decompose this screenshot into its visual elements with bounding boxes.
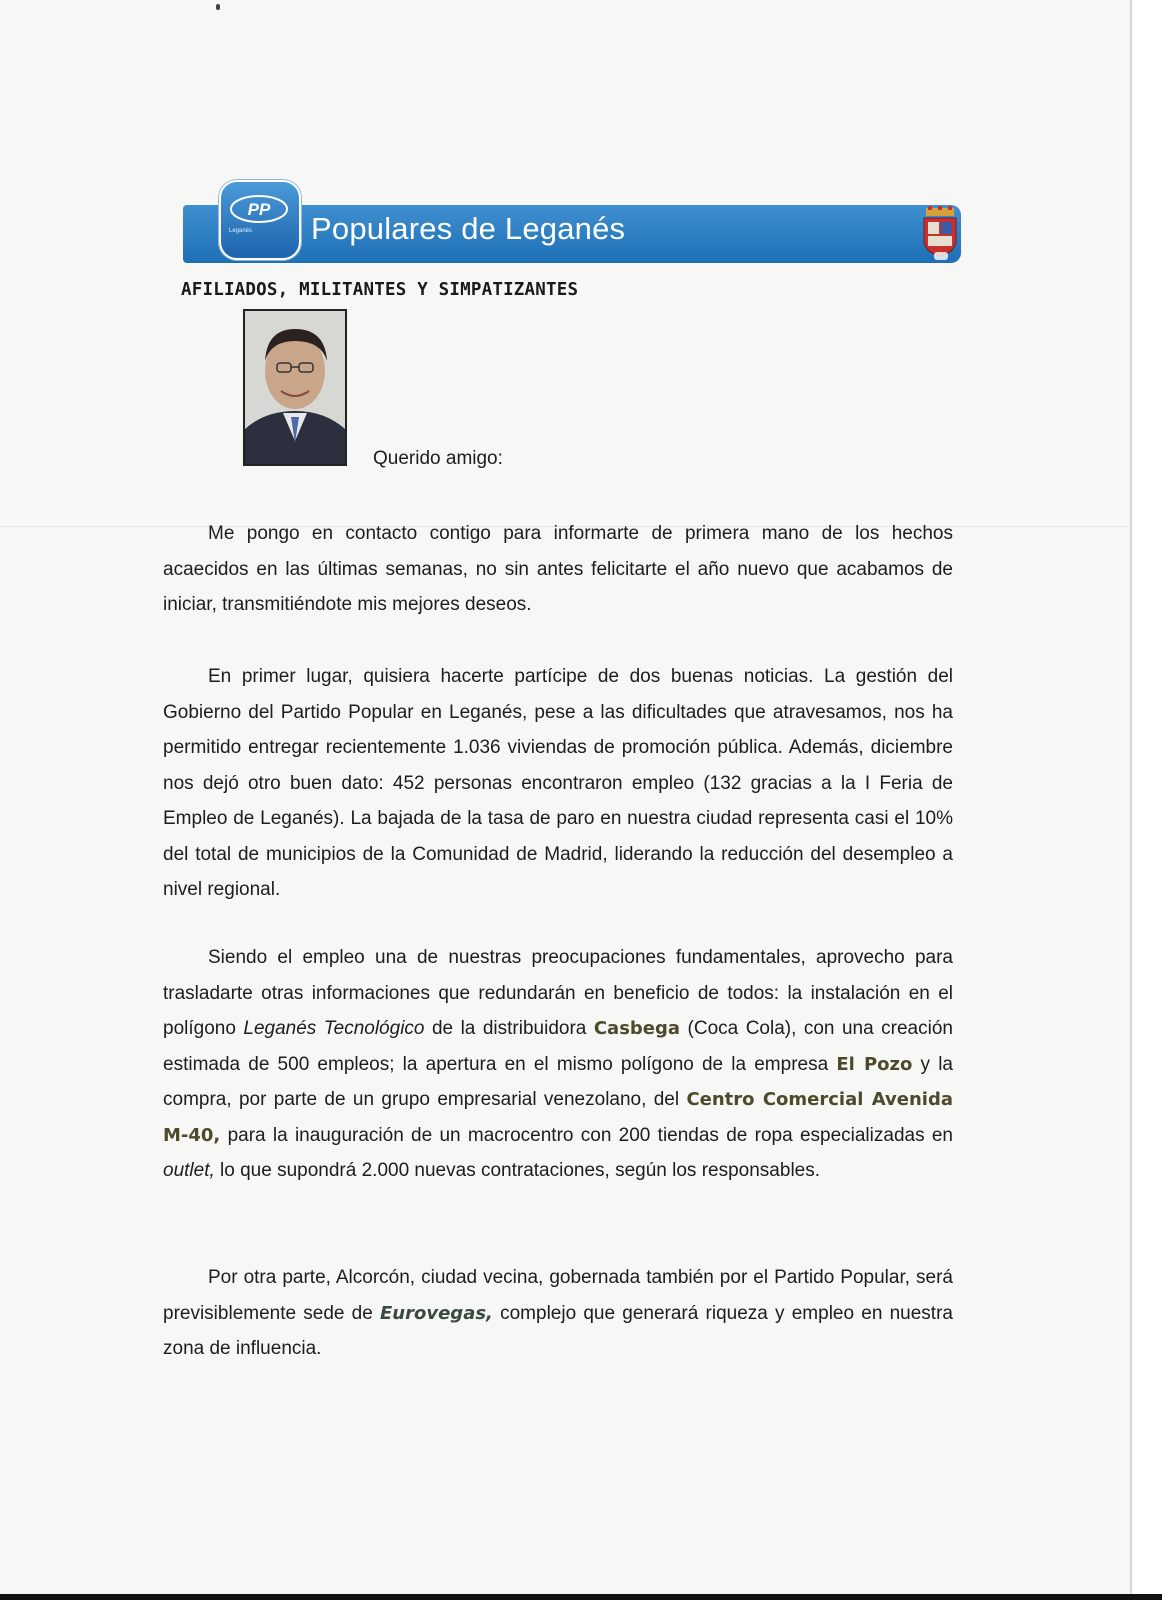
p4-eurovegas: Eurovegas, (380, 1302, 493, 1324)
p3-outlet: outlet, (163, 1160, 215, 1181)
p3-centro-comercial: Centro Comercial Avenida M-40, (163, 1089, 953, 1146)
p3-casbega: Casbega (593, 1018, 681, 1039)
p3-text-i: para la inauguración de un macrocentro con 200 tiendas de ropa especializadas en (220, 1124, 953, 1146)
p4-text-a: Por otra parte, Alcorcón, ciudad vecina, gobernada también por el Partido Popular, será previsiblemente sede de (163, 1267, 953, 1324)
author-photo (243, 309, 347, 466)
banner-title: Populares de Leganés (311, 211, 626, 246)
pp-logo (219, 180, 301, 260)
p3-el-pozo: El Pozo (836, 1053, 913, 1075)
scan-right-edge (1130, 0, 1162, 1600)
author-portrait (245, 311, 345, 464)
p3-text-a: Siendo el empleo una de nuestras preocupaciones fundamentales, aprovecho para trasladarte otras informaciones que redundarán en beneficio de todos: la instalación en el polígono (163, 947, 953, 1039)
letter-heading: AFILIADOS, MILITANTES Y SIMPATIZANTES (181, 280, 579, 300)
paragraph-4 (163, 1260, 953, 1367)
p3-text-c: de la distribuidora (424, 1018, 594, 1039)
paragraph-3 (163, 940, 953, 1189)
paragraph-2: En primer lugar, quisiera hacerte partícipe de dos buenas noticias. La gestión del Gobierno del Partido Popular en Leganés, pese a las dificultades que atravesamos, nos ha permitido entregar recientemente 1.036 viviendas de promoción pública. Además, diciembre nos dejó otro buen dato: 452 personas encontraron empleo (132 gracias a la I Feria de Empleo de Leganés). La bajada de la tasa de paro en nuestra ciudad representa casi el 10% del total de municipios de la Comunidad de Madrid, liderando la reducción del desempleo a nivel regional. (163, 666, 953, 900)
p3-text-e: (Coca Cola), con una creación estimada de 500 empleos; la apertura en el mismo polígono de la empresa (163, 1018, 953, 1075)
paragraph-1: Me pongo en contacto contigo para informarte de primera mano de los hechos acaecidos en las últimas semanas, no sin antes felicitarte el año nuevo que acabamos de iniciar, transmitiéndote mis mejores deseos. (163, 523, 953, 615)
p3-leganes-tecnologico: Leganés Tecnológico (243, 1018, 425, 1039)
leganes-crest-icon (920, 206, 960, 262)
scan-bottom-edge (0, 1594, 1162, 1600)
pp-logo-subtext: Leganés (229, 228, 253, 234)
p3-text-k: lo que supondrá 2.000 nuevas contrataciones, según los responsables. (214, 1160, 821, 1181)
salutation: Querido amigo: (373, 448, 503, 469)
p3-text-g: y la compra, por parte de un grupo empresarial venezolano, del (163, 1053, 953, 1110)
scan-speck (216, 4, 220, 10)
pp-logo-text: PP (247, 200, 271, 219)
pp-logo-icon (229, 194, 289, 224)
p4-text-c: complejo que generará riqueza y empleo en nuestra zona de influencia. (163, 1302, 953, 1359)
